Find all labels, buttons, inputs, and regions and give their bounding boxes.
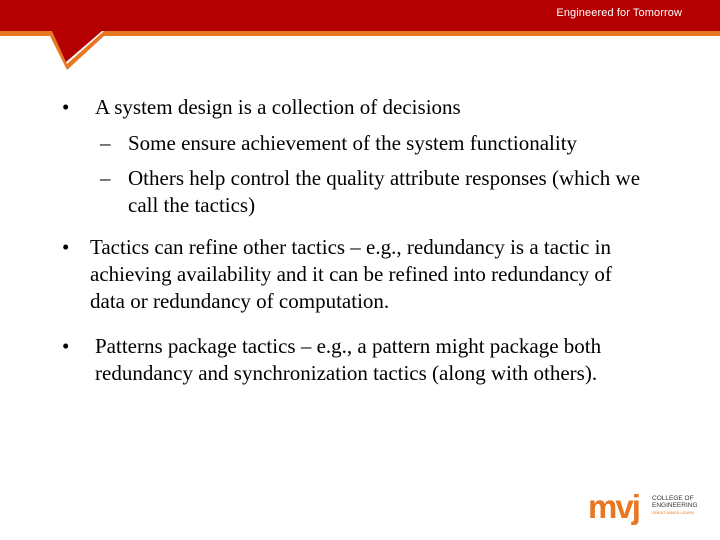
logo-caption-line: COLLEGE OF <box>652 495 694 502</box>
bullet-text: A system design is a collection of decisions <box>95 95 461 119</box>
sub-bullet-text: Others help control the quality attribute responses (which we call the tactics) <box>128 166 641 217</box>
sub-bullet-item <box>100 130 660 157</box>
sub-bullet-item <box>100 165 660 219</box>
bullet-item <box>62 94 662 121</box>
logo-wordmark: mvj <box>588 488 639 525</box>
logo-caption-line: GREAT MINDS LEARN <box>652 510 694 515</box>
bullet-mark: • <box>62 235 70 259</box>
bullet-mark: • <box>62 334 70 358</box>
college-logo <box>588 488 700 526</box>
logo-caption-line: ENGINEERING <box>652 502 698 509</box>
header-tagline: Engineered for Tomorrow <box>556 7 682 19</box>
bullet-item <box>62 234 642 315</box>
header-band-orange-shadow <box>0 31 720 70</box>
sub-bullet-text: Some ensure achievement of the system functionality <box>128 131 578 155</box>
bullet-item <box>62 333 662 387</box>
sub-bullet-mark: – <box>100 131 111 155</box>
bullet-text: Patterns package tactics – e.g., a pattern might package both redundancy and synchronization tactics (along with others). <box>95 334 602 385</box>
logo-caption <box>652 495 700 516</box>
bullet-text: Tactics can refine other tactics – e.g., redundancy is a tactic in achieving availability and it can be refined into redundancy of data or redundancy of computation. <box>90 235 612 313</box>
bullet-mark: • <box>62 95 70 119</box>
sub-bullet-mark: – <box>100 166 111 190</box>
